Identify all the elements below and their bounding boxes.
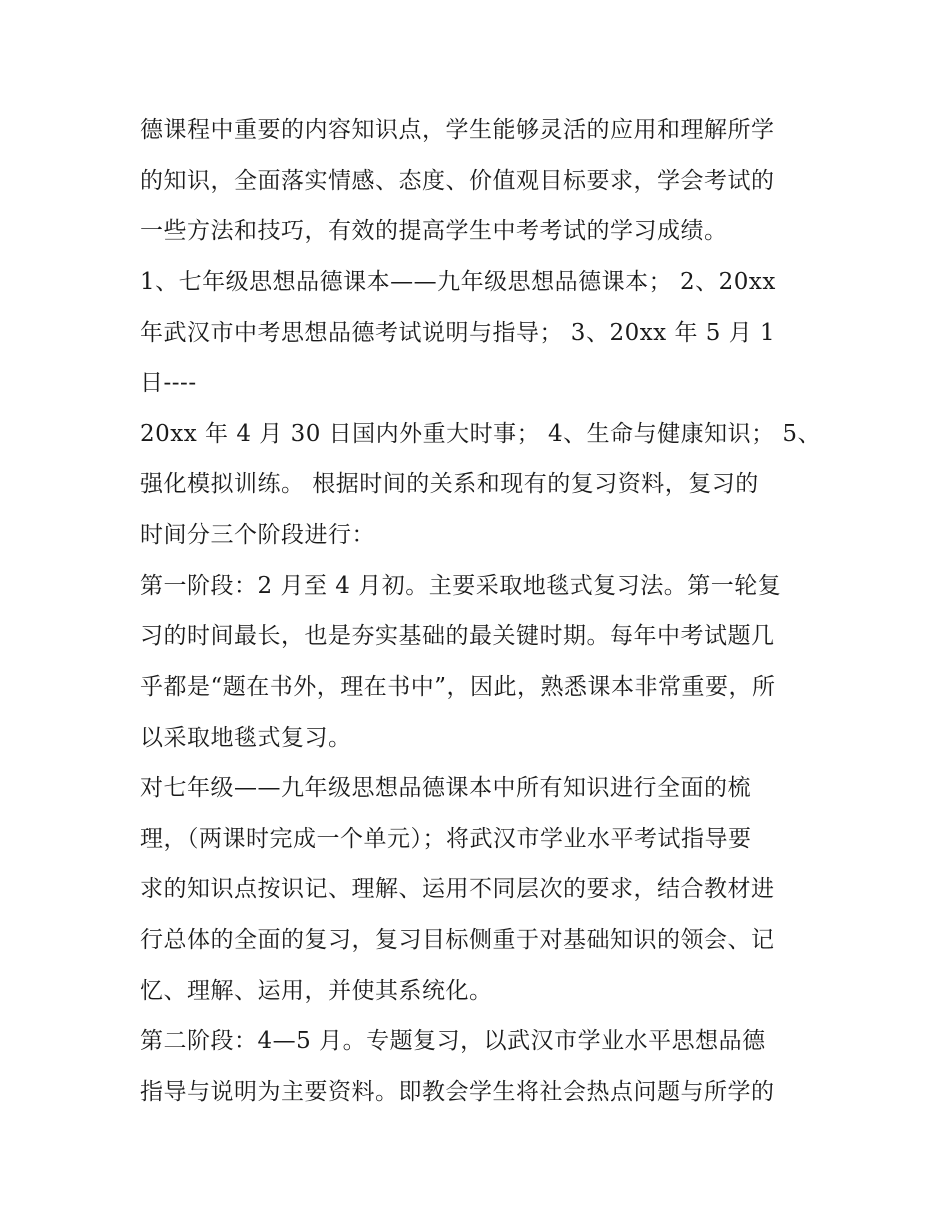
text-line: 第一阶段：2 月至 4 月初。主要采取地毯式复习法。第一轮复 — [140, 573, 782, 599]
text-line: 的知识，全面落实情感、态度、价值观目标要求，学会考试的 — [140, 168, 775, 194]
text-line: 时间分三个阶段进行： — [140, 522, 375, 548]
text-line: 1、七年级思想品德课本——九年级思想品德课本； 2、20xx — [140, 269, 776, 295]
text-line: 习的时间最长，也是夯实基础的最关键时期。每年中考试题几 — [140, 623, 775, 649]
text-line: 日---- — [140, 370, 197, 396]
text-line: 一些方法和技巧，有效的提高学生中考考试的学习成绩。 — [140, 218, 728, 244]
text-line: 忆、理解、运用，并使其系统化。 — [140, 978, 493, 1004]
text-line: 第二阶段：4—5 月。专题复习，以武汉市学业水平思想品德 — [140, 1028, 766, 1054]
text-line: 求的知识点按识记、理解、运用不同层次的要求，结合教材进 — [140, 876, 775, 902]
text-line: 理，（两课时完成一个单元）；将武汉市学业水平考试指导要 — [140, 826, 752, 852]
text-line: 指导与说明为主要资料。即教会学生将社会热点问题与所学的 — [140, 1079, 775, 1105]
text-line: 年武汉市中考思想品德考试说明与指导； 3、20xx 年 5 月 1 — [140, 320, 776, 346]
text-line: 行总体的全面的复习，复习目标侧重于对基础知识的领会、记 — [140, 927, 775, 953]
text-line: 强化模拟训练。 根据时间的关系和现有的复习资料，复习的 — [140, 471, 759, 497]
text-line: 20xx 年 4 月 30 日国内外重大时事； 4、生命与健康知识； 5、 — [140, 421, 822, 447]
text-line: 以采取地毯式复习。 — [140, 725, 352, 751]
text-line: 乎都是“题在书外，理在书中”，因此，熟悉课本非常重要，所 — [140, 674, 776, 700]
text-line: 德课程中重要的内容知识点，学生能够灵活的应用和理解所学 — [140, 117, 775, 143]
text-line: 对七年级——九年级思想品德课本中所有知识进行全面的梳 — [140, 775, 751, 801]
